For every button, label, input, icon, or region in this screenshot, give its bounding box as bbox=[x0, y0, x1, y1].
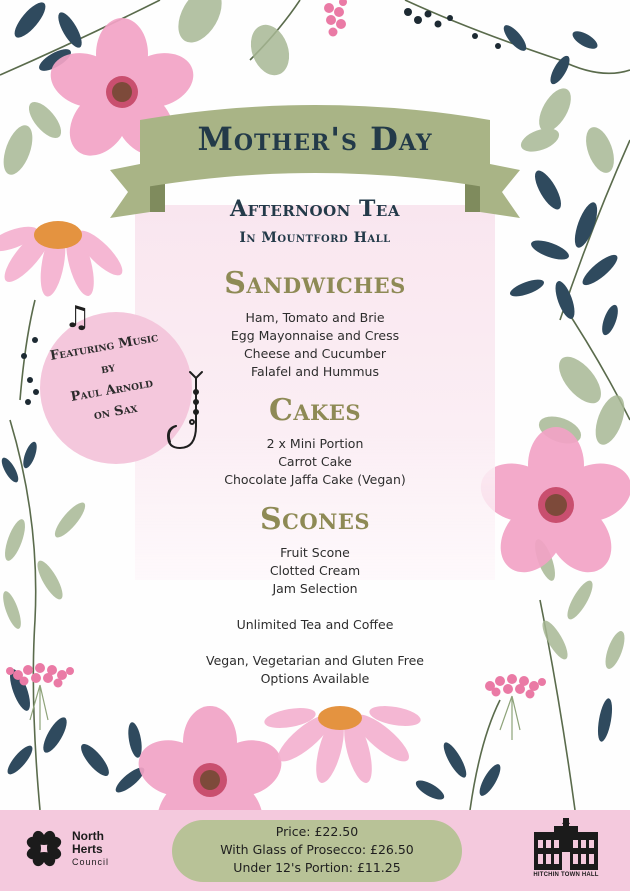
price-standard: Price: £22.50 bbox=[275, 824, 359, 839]
price-child: Under 12's Portion: £11.25 bbox=[233, 860, 401, 875]
price-prosecco: With Glass of Prosecco: £26.50 bbox=[220, 842, 414, 857]
music-line: by bbox=[99, 360, 117, 378]
menu-item: Jam Selection bbox=[272, 581, 358, 596]
menu-item: Fruit Scone bbox=[280, 545, 350, 560]
dietary-line: Vegan, Vegetarian and Gluten Free bbox=[206, 653, 424, 668]
menu-item: 2 x Mini Portion bbox=[266, 436, 364, 451]
section-heading-scones: Scones bbox=[259, 502, 371, 537]
section-heading-cakes: Cakes bbox=[268, 393, 362, 428]
menu-item: Cheese and Cucumber bbox=[243, 346, 387, 361]
menu-item: Clotted Cream bbox=[269, 563, 361, 578]
event-venue: In Mountford Hall bbox=[239, 230, 391, 246]
music-notes-icon: ♫ bbox=[64, 300, 91, 335]
menu-item: Ham, Tomato and Brie bbox=[245, 310, 385, 325]
menu-item: Carrot Cake bbox=[278, 454, 352, 469]
music-line: on Sax bbox=[92, 400, 139, 424]
council-name-line: Herts bbox=[72, 842, 103, 856]
section-heading-sandwiches: Sandwiches bbox=[224, 266, 406, 301]
dietary-line: Options Available bbox=[260, 671, 370, 686]
town-hall-building-icon bbox=[532, 818, 600, 870]
footer-bar bbox=[0, 810, 630, 891]
four-hearts-logo-icon bbox=[22, 826, 66, 870]
council-sub: Council bbox=[72, 857, 110, 867]
saxophone-icon bbox=[162, 368, 212, 458]
menu-item: Egg Mayonnaise and Cress bbox=[230, 328, 400, 343]
dietary-note bbox=[135, 652, 495, 688]
pink-daisy-left bbox=[0, 221, 128, 299]
poster-title: Mother's Day bbox=[197, 120, 433, 158]
scone-list bbox=[135, 544, 495, 598]
venue-logo-text: HITCHIN TOWN HALL bbox=[533, 872, 599, 878]
council-name bbox=[72, 830, 109, 869]
menu-item: Falafel and Hummus bbox=[251, 364, 379, 379]
council-name-line: North bbox=[72, 829, 104, 843]
music-line: Paul Arnold bbox=[69, 375, 155, 405]
music-line: Featuring Music bbox=[49, 330, 160, 364]
yarrow-stems bbox=[30, 685, 520, 740]
event-subtitle: Afternoon Tea bbox=[230, 196, 400, 222]
drinks-note: Unlimited Tea and Coffee bbox=[236, 617, 394, 632]
pink-daisy-bottom bbox=[263, 703, 422, 786]
menu-item: Chocolate Jaffa Cake (Vegan) bbox=[224, 472, 406, 487]
